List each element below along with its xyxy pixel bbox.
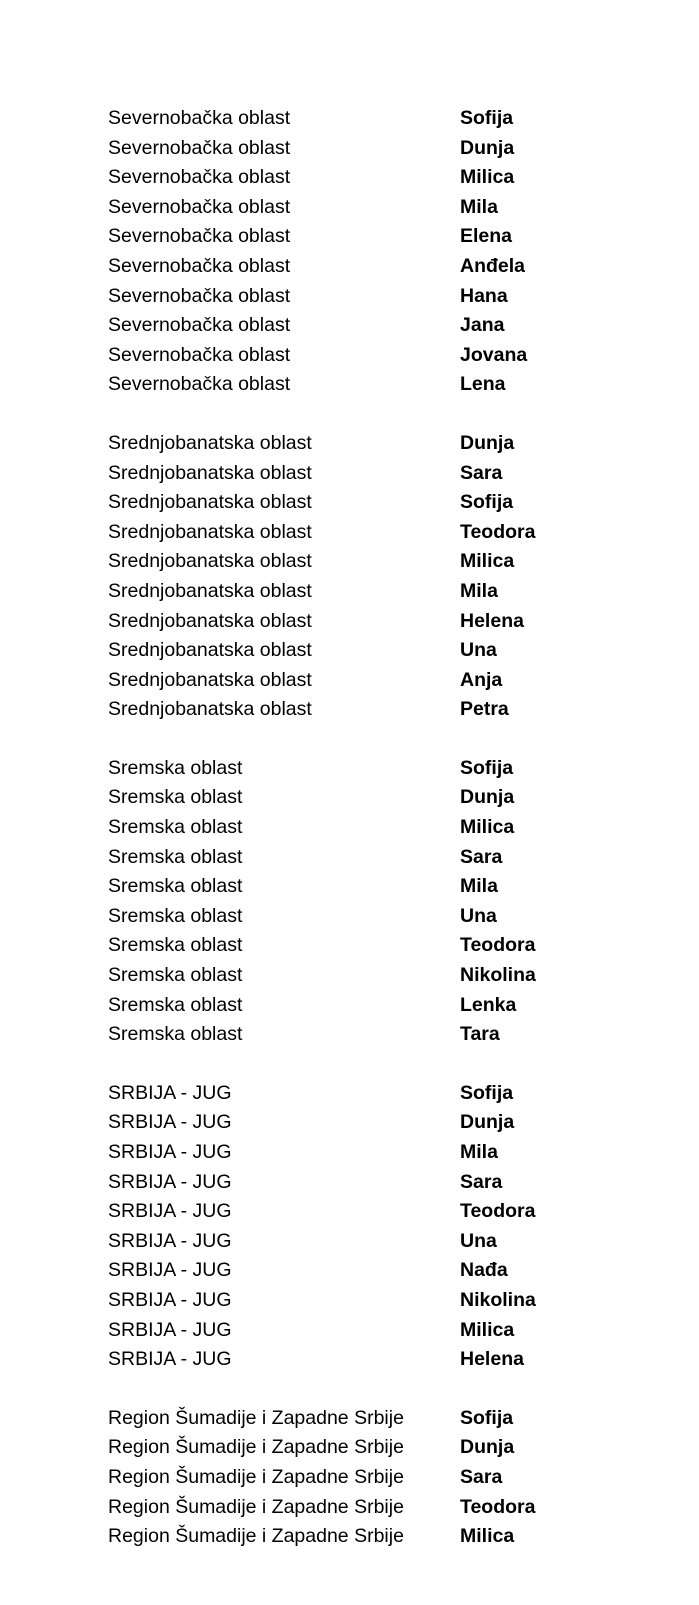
girl-name: Sofija <box>460 756 514 779</box>
region-group <box>108 1079 668 1375</box>
list-item <box>108 370 668 400</box>
girl-name: Mila <box>460 195 498 218</box>
girl-name: Dunja <box>460 136 515 159</box>
list-item <box>108 1404 668 1434</box>
list-item <box>108 104 668 134</box>
region-label: Sremska oblast <box>108 816 243 839</box>
list-item <box>108 1493 668 1523</box>
list-item <box>108 872 668 902</box>
list-item <box>108 459 668 489</box>
girl-name: Teodora <box>460 1200 536 1223</box>
girl-name: Una <box>460 639 497 662</box>
list-item <box>108 666 668 696</box>
region-label: Severnobačka oblast <box>108 136 291 159</box>
region-label: Severnobačka oblast <box>108 284 291 307</box>
girl-name: Sofija <box>460 491 514 514</box>
list-item <box>108 1079 668 1109</box>
list-item <box>108 695 668 725</box>
list-item <box>108 607 668 637</box>
girl-name: Nikolina <box>460 1288 536 1311</box>
region-label: SRBIJA - JUG <box>108 1229 232 1252</box>
list-item <box>108 1227 668 1257</box>
region-label: Severnobačka oblast <box>108 195 291 218</box>
region-group <box>108 1404 668 1552</box>
region-label: Severnobačka oblast <box>108 373 291 396</box>
region-label: Srednjobanatska oblast <box>108 698 312 721</box>
list-item <box>108 311 668 341</box>
region-label: Srednjobanatska oblast <box>108 639 312 662</box>
girl-name: Teodora <box>460 934 536 957</box>
list-item <box>108 1433 668 1463</box>
list-item <box>108 1522 668 1552</box>
region-label: Severnobačka oblast <box>108 107 291 129</box>
list-item <box>108 1345 668 1375</box>
list-item <box>108 1286 668 1316</box>
list-item <box>108 429 668 459</box>
girl-name: Mila <box>460 579 498 602</box>
girl-name: Mila <box>460 1141 498 1163</box>
girl-name: Una <box>460 904 497 927</box>
list-item <box>108 518 668 548</box>
region-label: Srednjobanatska oblast <box>108 491 312 514</box>
region-label: Srednjobanatska oblast <box>108 550 312 573</box>
list-item <box>108 252 668 282</box>
region-label: Srednjobanatska oblast <box>108 520 312 543</box>
list-item <box>108 577 668 607</box>
girl-name: Dunja <box>460 786 515 809</box>
girl-name: Dunja <box>460 1111 515 1134</box>
region-label: Sremska oblast <box>108 756 243 779</box>
girl-name: Dunja <box>460 431 515 454</box>
girl-name: Tara <box>460 1023 500 1046</box>
region-label: Region Šumadije i Zapadne Srbije <box>108 1525 404 1548</box>
region-label: Sremska oblast <box>108 1023 243 1046</box>
list-item <box>108 1316 668 1346</box>
list-item <box>108 1197 668 1227</box>
girl-name: Helena <box>460 1348 524 1371</box>
list-item <box>108 222 668 252</box>
region-label: Sremska oblast <box>108 845 243 868</box>
list-item <box>108 341 668 371</box>
girl-name: Anja <box>460 668 503 691</box>
list-item <box>108 1020 668 1050</box>
girl-name: Petra <box>460 698 509 721</box>
list-item <box>108 636 668 666</box>
region-label: SRBIJA - JUG <box>108 1348 232 1371</box>
list-item <box>108 282 668 312</box>
girl-name: Sofija <box>460 1406 514 1429</box>
girl-name: Mila <box>460 875 498 898</box>
list-item <box>108 193 668 223</box>
region-label: SRBIJA - JUG <box>108 1141 232 1163</box>
region-label: Sremska oblast <box>108 875 243 898</box>
list-item <box>108 961 668 991</box>
region-label: Severnobačka oblast <box>108 166 291 189</box>
girl-name: Lenka <box>460 993 517 1016</box>
region-label: Region Šumadije i Zapadne Srbije <box>108 1436 404 1459</box>
girl-name: Milica <box>460 550 515 573</box>
list-item <box>108 754 668 784</box>
region-label: Severnobačka oblast <box>108 314 291 337</box>
girl-name: Milica <box>460 166 515 189</box>
girl-name: Nikolina <box>460 964 536 987</box>
region-label: SRBIJA - JUG <box>108 1288 232 1311</box>
region-label: Srednjobanatska oblast <box>108 668 312 691</box>
girl-name: Sofija <box>460 1081 514 1104</box>
region-label: Sremska oblast <box>108 934 243 957</box>
girl-name: Jovana <box>460 343 528 366</box>
girl-name: Helena <box>460 609 524 632</box>
list-item <box>108 1108 668 1138</box>
girl-name: Lena <box>460 373 506 396</box>
list-item <box>108 163 668 193</box>
list-item <box>108 488 668 518</box>
list-item <box>108 547 668 577</box>
list-item <box>108 813 668 843</box>
list-item <box>108 134 668 164</box>
region-label: Severnobačka oblast <box>108 254 291 277</box>
region-label: Srednjobanatska oblast <box>108 461 312 484</box>
region-label: Srednjobanatska oblast <box>108 431 312 454</box>
girl-name: Sara <box>460 845 503 868</box>
region-label: SRBIJA - JUG <box>108 1200 232 1223</box>
region-label: SRBIJA - JUG <box>108 1111 232 1134</box>
list-item <box>108 1463 668 1493</box>
girl-name: Elena <box>460 225 513 248</box>
region-label: SRBIJA - JUG <box>108 1259 232 1282</box>
girl-name: Sara <box>460 461 503 484</box>
list-item <box>108 902 668 932</box>
region-label: Region Šumadije i Zapadne Srbije <box>108 1406 404 1429</box>
region-group <box>108 754 668 1050</box>
girl-name: Anđela <box>460 254 526 277</box>
region-label: Sremska oblast <box>108 904 243 927</box>
list-item <box>108 931 668 961</box>
region-label: SRBIJA - JUG <box>108 1170 232 1193</box>
region-label: SRBIJA - JUG <box>108 1081 232 1104</box>
list-item <box>108 1256 668 1286</box>
region-label: SRBIJA - JUG <box>108 1318 232 1341</box>
girl-name: Una <box>460 1229 497 1252</box>
list-item <box>108 1138 668 1168</box>
region-label: Sremska oblast <box>108 964 243 987</box>
list-item <box>108 1168 668 1198</box>
region-group <box>108 429 668 725</box>
girl-name: Sara <box>460 1170 503 1193</box>
region-label: Sremska oblast <box>108 786 243 809</box>
region-label: Srednjobanatska oblast <box>108 579 312 602</box>
girl-name: Milica <box>460 816 515 839</box>
girl-name: Teodora <box>460 1495 536 1518</box>
girl-name: Hana <box>460 284 508 307</box>
region-label: Severnobačka oblast <box>108 343 291 366</box>
girl-name: Sofija <box>460 107 514 129</box>
girl-name: Teodora <box>460 520 536 543</box>
region-label: Severnobačka oblast <box>108 225 291 248</box>
region-label: Sremska oblast <box>108 993 243 1016</box>
name-list <box>108 104 668 1581</box>
region-label: Region Šumadije i Zapadne Srbije <box>108 1465 404 1488</box>
list-item <box>108 843 668 873</box>
region-group <box>108 104 668 400</box>
girl-name: Jana <box>460 314 505 337</box>
list-item <box>108 991 668 1021</box>
girl-name: Dunja <box>460 1436 515 1459</box>
girl-name: Milica <box>460 1318 515 1341</box>
girl-name: Milica <box>460 1525 515 1548</box>
list-item <box>108 783 668 813</box>
region-label: Srednjobanatska oblast <box>108 609 312 632</box>
girl-name: Nađa <box>460 1259 508 1282</box>
girl-name: Sara <box>460 1465 503 1488</box>
region-label: Region Šumadije i Zapadne Srbije <box>108 1495 404 1518</box>
